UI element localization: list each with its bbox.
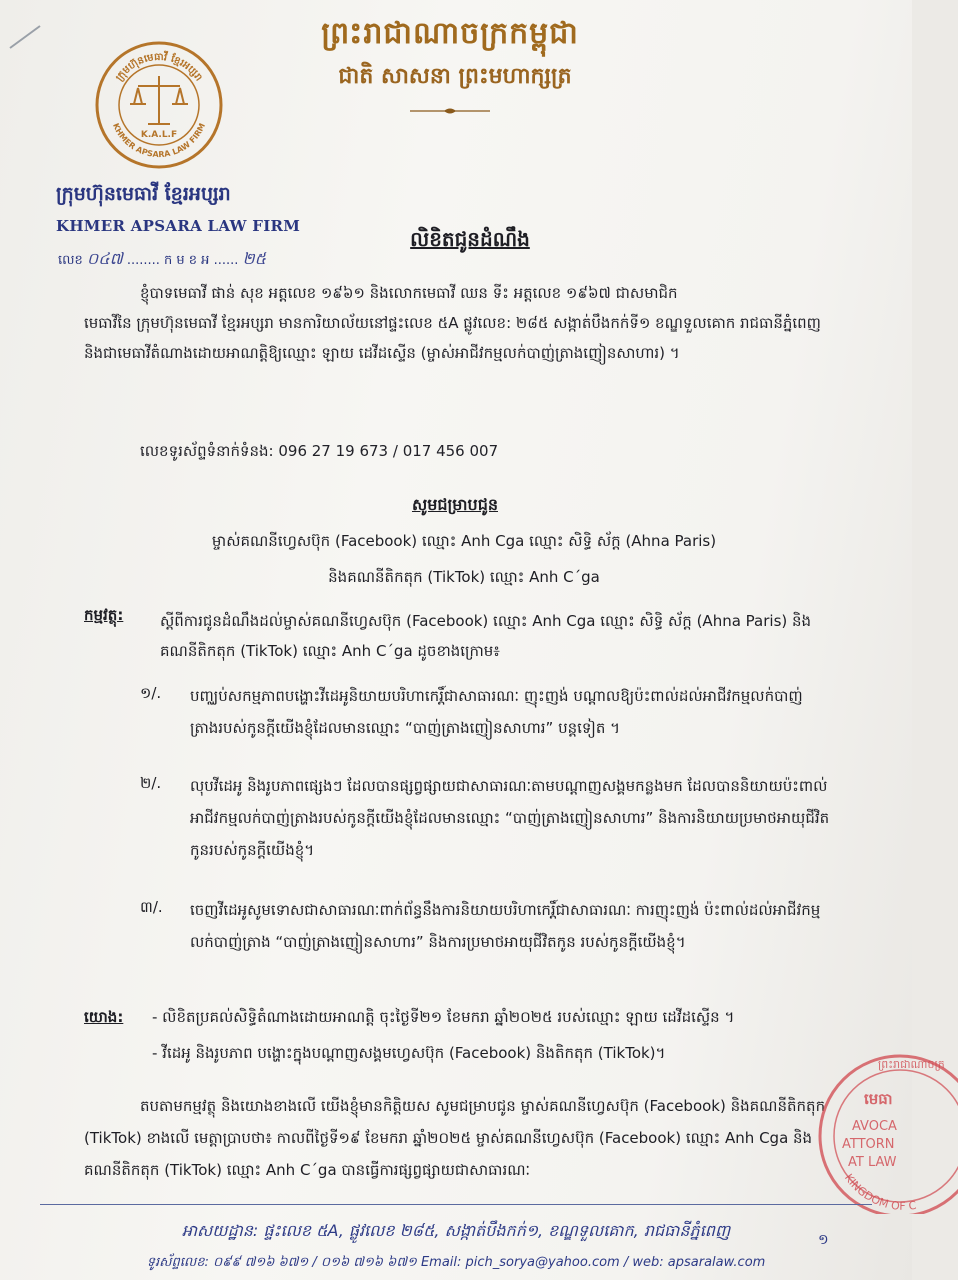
footer-address: អាសយដ្ឋាន: ផ្ទះលេខ ៥A, ផ្លូវលេខ ២៨៥, សង្កាត់បឹងកក់១, ខណ្ឌទួលគោក, រាជធានីភ្នំពេញ [181, 1221, 731, 1240]
document-title: លិខិតជូនដំណឹង [410, 227, 530, 251]
logo-abbr: K.A.L.F [140, 130, 178, 140]
firm-name-english: KHMER APSARA LAW FIRM [56, 217, 301, 235]
request-number: ១/. [140, 684, 162, 702]
ref-label: លេខ [58, 253, 83, 268]
stamp-line-4: AT LAW [848, 1155, 897, 1170]
phone-line: លេខទូរស័ព្ទទំនាក់ទំនង: 096 27 19 673 / 017 456 007 [140, 442, 499, 460]
kingdom-header: ព្រះរាជាណាចក្រកម្ពុជា [321, 16, 579, 51]
footer-contact: ទូរស័ព្ទលេខ: ០៩៩ ៧១៦ ៦៧១ / ០១៦ ៧១៦ ៦៧១ Email: pich_sorya@yahoo.com / web: apsaralaw.com [146, 1255, 766, 1270]
recipient-line-1: ម្ចាស់គណនីហ្វេសប៊ុក (Facebook) ឈ្មោះ Anh Cga ឈ្មោះ សិទ្ធិ ស័ក្ត (Ahna Paris) [211, 532, 717, 550]
pen-mark-icon [4, 22, 44, 52]
intro-line-1: ខ្ញុំបាទមេធាវី ផាន់ សុខ អត្តលេខ ១៩៦១ និងលោកមេធាវី ឈន ទីះ អត្តលេខ ១៩៦៧ ជាសមាជិក [140, 284, 678, 302]
reference-number: លេខ ០៤៧ ........ ក ម ខ អ ...... ២៥ [58, 249, 266, 268]
stamp-line-3: ATTORN [842, 1137, 895, 1152]
reference-item: - វីដេអូ និងរូបភាព បង្ហោះក្នុងបណ្តាញសង្គមហ្វេសប៊ុក (Facebook) និងតិកតុក (TikTok)។ [152, 1044, 666, 1062]
ref-year: ២៥ [242, 249, 266, 268]
logo-ring-top-text: ក្រុមហ៊ុនមេធាវី ខ្មែរអប្សរា [113, 51, 205, 84]
firm-logo-seal [94, 40, 224, 170]
request-number: ២/. [140, 774, 162, 792]
ref-separator: ក ម ខ អ [164, 253, 210, 268]
request-text: ចេញវីដេអូសូមទោសជាសាធារណៈពាក់ព័ន្ធនឹងការនិយាយបរិហាកេរ្តិ៍ជាសាធារណៈ ការញុះញង់ ប៉ះពាល់ដល់អាជីវកម្មលក់បាញ់ត្រាង “បាញ់ត្រាងញៀនសាហារ” និងការប្រមាថអាយុជីវិតកូន របស់កូនក្តីយើងខ្ញុំ។ [190, 901, 821, 951]
firm-name-khmer: ក្រុមហ៊ុនមេធាវី ខ្មែរអប្សរា [56, 183, 231, 205]
motto-header: ជាតិ សាសនា ព្រះមហាក្សត្រ [338, 63, 572, 89]
request-text: លុបវីដេអូ និងរូបភាពផ្សេងៗ ដែលបានផ្សព្វផ្សាយជាសាធារណៈតាមបណ្តាញសង្គមកន្លងមក ដែលបាននិយាយប៉ះពាល់អាជីវកម្មលក់បាញ់ត្រាងរបស់កូនក្តីយើងខ្ញុំដែលមានឈ្មោះ “បាញ់ត្រាងញៀនសាហារ” និងការនិយាយប្រមាថអាយុជីវិតកូនរបស់កូនក្តីយើងខ្ញុំ។ [190, 777, 830, 859]
reference-label: យោង: [84, 1008, 124, 1026]
scales-icon [130, 76, 188, 124]
intro-paragraph: មេធាវីនៃ ក្រុមហ៊ុនមេធាវី ខ្មែរអប្សរា មានការិយាល័យនៅផ្ទះលេខ ៥A ផ្លូវលេខ: ២៨៥ សង្កាត់បឹងកក់ទី១ ខណ្ឌទួលគោក រាជធានីភ្នំពេញ និងជាមេធាវីតំណាងដោយអាណត្តិឱ្យឈ្មោះ ឡាយ ដេវីដស្ទើន (ម្ចាស់អាជីវកម្មលក់បាញ់ត្រាងញៀនសាហារ) ។ [84, 314, 821, 362]
request-text: បញ្ឈប់សកម្មភាពបង្ហោះវីដេអូនិយាយបរិហាកេរ្តិ៍ជាសាធារណៈ ញុះញង់ បណ្តាលឱ្យប៉ះពាល់ដល់អាជីវកម្មលក់បាញ់ត្រាងរបស់កូនក្តីយើងខ្ញុំដែលមានឈ្មោះ “បាញ់ត្រាងញៀនសាហារ” បន្តទៀត ។ [190, 687, 803, 737]
ref-number: ០៤៧ [86, 249, 123, 268]
closing-paragraph: តបតាមកម្មវត្ថុ និងយោងខាងលើ យើងខ្ញុំមានកិត្តិយស សូមជម្រាបជូន ម្ចាស់គណនីហ្វេសប៊ុក (Facebook) និងគណនីតិកតុក (TikTok) ខាងលើ មេត្តាប្រាបថា៖ កាលពីថ្ងៃទី១៩ ខែមករា ឆ្នាំ២០២៥ ម្ចាស់គណនីហ្វេសប៊ុក (Facebook) ឈ្មោះ Anh Cga និងគណនីតិកតុក (TikTok) ឈ្មោះ Anh C´ga បានធ្វើការផ្សព្វផ្សាយជាសាធារណៈ [84, 1097, 826, 1179]
subject-label: កម្មវត្ថុ: [84, 606, 124, 624]
logo-ring-bottom-text: KHMER APSARA LAW FIRM [110, 121, 208, 160]
stamp-line-2: AVOCA [852, 1119, 897, 1134]
stamp-top-text: ព្រះរាជាណាចក្រ [878, 1058, 945, 1071]
footer-divider [40, 1204, 872, 1205]
ornament-divider-icon [408, 106, 492, 116]
svg-text:KINGDOM OF C [842, 1171, 917, 1212]
reference-item: - លិខិតប្រគល់សិទ្ធិតំណាងដោយអាណត្តិ ចុះថ្ងៃទី២១ ខែមករា ឆ្នាំ២០២៥ របស់ឈ្មោះ ឡាយ ដេវីដស្ទើន ។ [152, 1008, 735, 1026]
recipient-line-2: និងគណនីតិកតុក (TikTok) ឈ្មោះ Anh C´ga [328, 568, 600, 586]
page-number: ១ [818, 1232, 829, 1248]
subject-text: ស្តីពីការជូនដំណឹងដល់ម្ចាស់គណនីហ្វេសប៊ុក (Facebook) ឈ្មោះ Anh Cga ឈ្មោះ សិទ្ធិ ស័ក្ត (Ahna Paris) និងគណនីតិកតុក (TikTok) ឈ្មោះ Anh C´ga ដូចខាងក្រោម៖ [160, 612, 812, 660]
request-number: ៣/. [140, 898, 163, 916]
lawyer-stamp-seal [808, 1044, 958, 1214]
stamp-line-1: មេធា [864, 1090, 893, 1108]
stamp-ring-text: KINGDOM OF C [841, 1171, 918, 1213]
notice-subheading: សូមជម្រាបជូន [411, 495, 498, 514]
